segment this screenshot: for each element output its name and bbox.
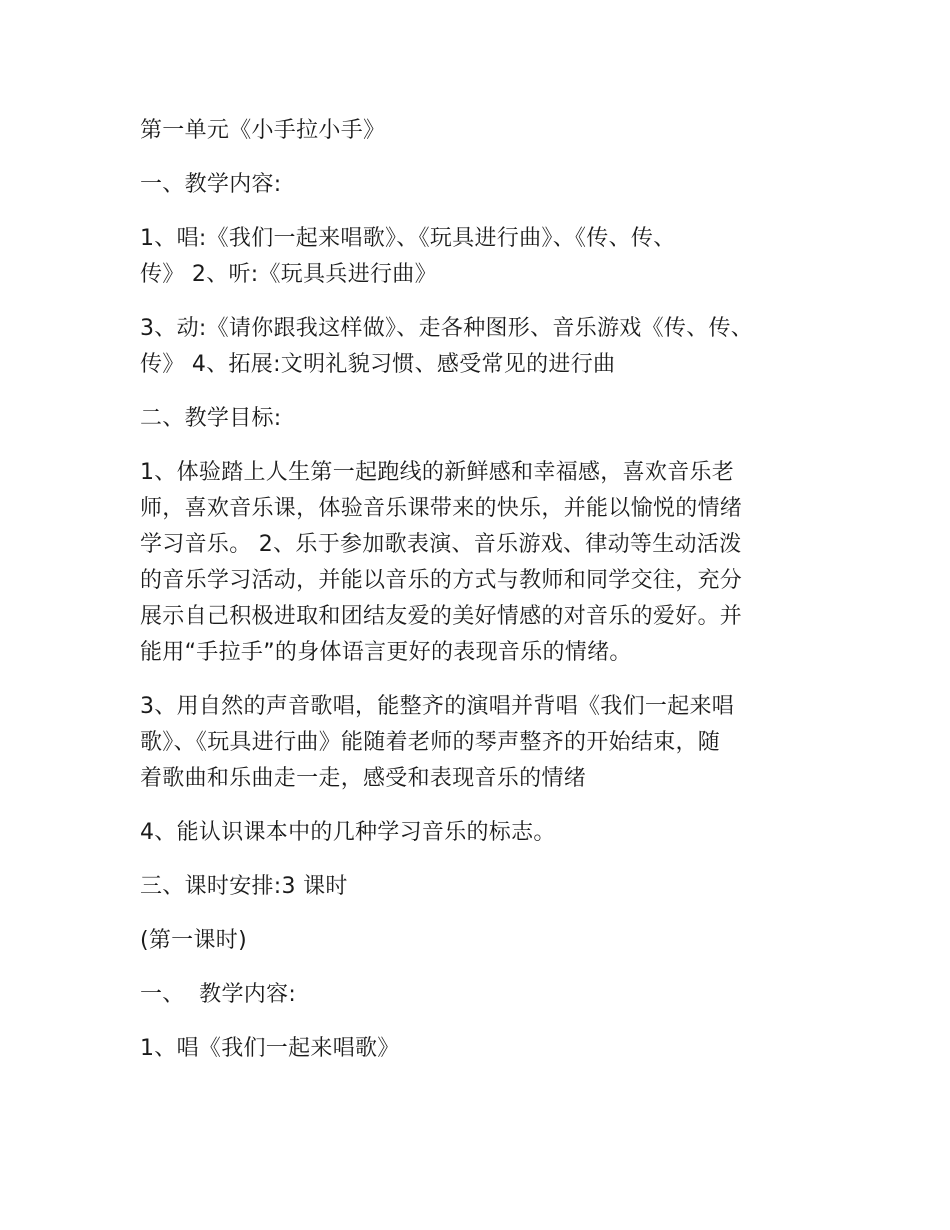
section-heading-schedule: 三、课时安排:3 课时 [140, 874, 348, 899]
unit-title: 第一单元《小手拉小手》 [140, 118, 386, 143]
lesson-label: (第一课时) [140, 928, 247, 953]
section-heading-teaching-goals: 二、教学目标: [140, 406, 282, 431]
content-item-sing-listen: 1、唱:《我们一起来唱歌》、《玩具进行曲》、《传、传、 传》 2、听:《玩具兵进行曲》 [140, 226, 676, 287]
lesson-heading-content: 一、 教学内容: [140, 982, 297, 1007]
content-item-move-extend: 3、动:《请你跟我这样做》、走各种图形、音乐游戏《传、传、 传》 4、拓展:文明礼貌习惯、感受常见的进行曲 [140, 316, 754, 377]
goal-item-4: 4、能认识课本中的几种学习音乐的标志。 [140, 820, 556, 845]
section-heading-teaching-content: 一、教学内容: [140, 172, 282, 197]
goal-item-1-2: 1、体验踏上人生第一起跑线的新鲜感和幸福感，喜欢音乐老 师，喜欢音乐课，体验音乐课带来的快乐，并能以愉悦的情绪 学习音乐。 2、乐于参加歌表演、音乐游戏、律动等生动活泼 的音乐学习活动，并能以音乐的方式与教师和同学交往，充分 展示自己积极进取和团结友爱的美好情感的对音乐的爱好。并 能用“手拉手”的身体语言更好的表现音乐的情绪。 [140, 460, 743, 665]
goal-item-3: 3、用自然的声音歌唱，能整齐的演唱并背唱《我们一起来唱 歌》、《玩具进行曲》能随着老师的琴声整齐的开始结束，随 着歌曲和乐曲走一走，感受和表现音乐的情绪 [140, 694, 735, 791]
document-body [140, 113, 810, 1085]
lesson-item-1: 1、唱《我们一起来唱歌》 [140, 1036, 400, 1061]
